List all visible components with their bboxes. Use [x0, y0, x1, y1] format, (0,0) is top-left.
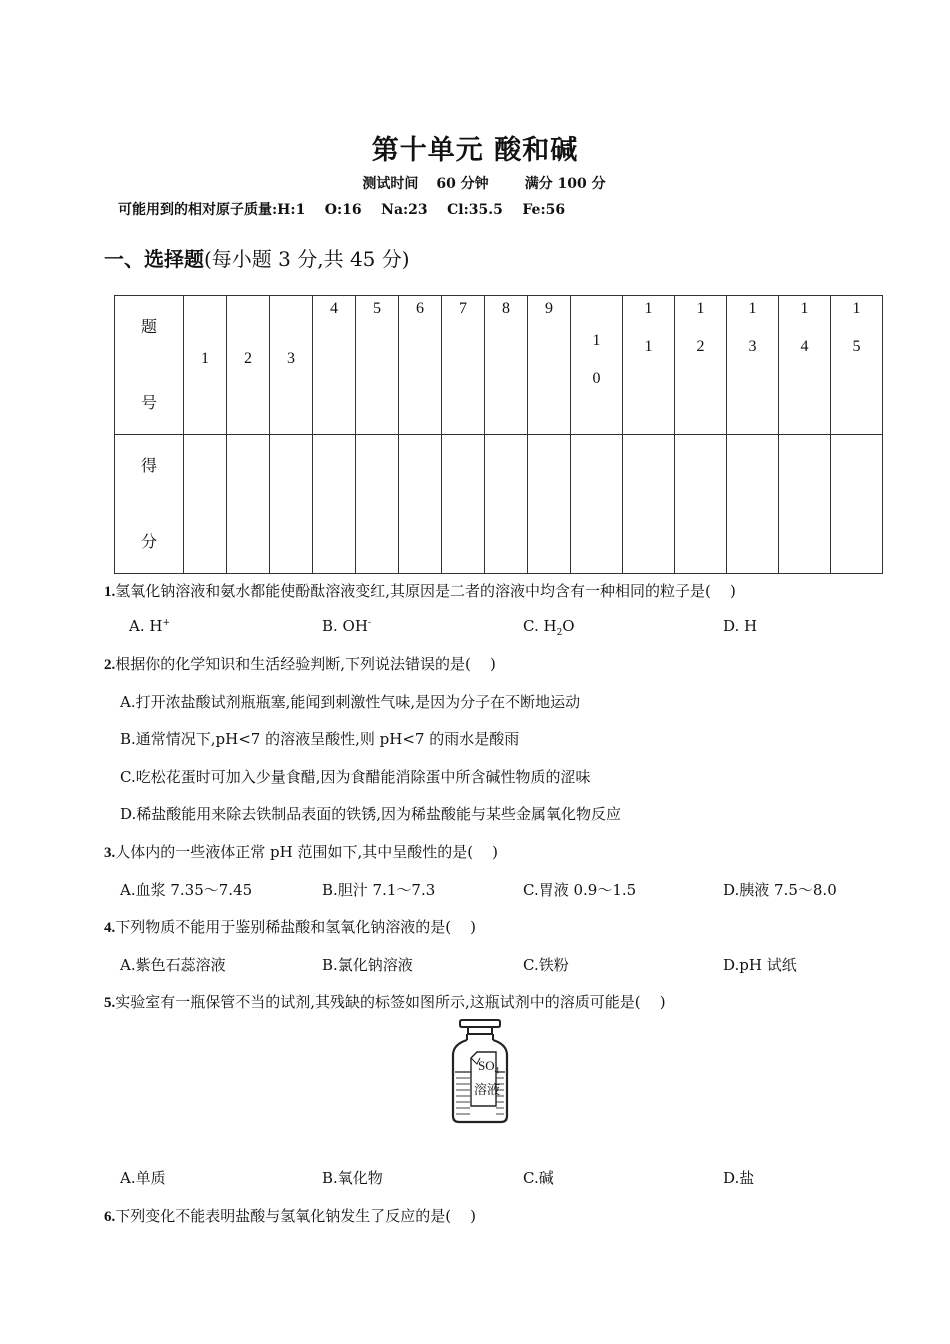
answer-cell[interactable]: [831, 435, 883, 574]
question-number-cell: 1 3: [727, 296, 779, 435]
answer-cell[interactable]: [184, 435, 227, 574]
answer-cell[interactable]: [727, 435, 779, 574]
answer-cell[interactable]: [675, 435, 727, 574]
question-number-cell: 5: [356, 296, 399, 435]
full-score: 满分 100 分: [524, 176, 606, 192]
question-number-cell: 9: [528, 296, 571, 435]
question-number-cell: 2: [227, 296, 270, 435]
question-number-cell: 4: [313, 296, 356, 435]
answer-cell[interactable]: [356, 435, 399, 574]
q1-option-c: C. $H_2O$: [523, 617, 575, 638]
q5-option-b: B.氧化物: [322, 1169, 383, 1187]
q3-option-a: A.血浆 7.35～7.45: [120, 881, 253, 899]
question-number-cell: 1 1: [623, 296, 675, 435]
question-number-cell: 6: [399, 296, 442, 435]
answer-cell[interactable]: [399, 435, 442, 574]
answer-cell[interactable]: [270, 435, 313, 574]
section-title-rest: (每小题 3 分,共 45 分): [204, 247, 410, 271]
question-1: 1.氢氧化钠溶液和氨水都能使酚酞溶液变红,其原因是二者的溶液中均含有一种相同的粒子是( ): [104, 582, 736, 600]
answer-table-number-row: [115, 296, 883, 435]
q5-option-a: A.单质: [120, 1169, 166, 1187]
row-header-score: [115, 435, 184, 574]
bottle-label-solution: 溶液: [474, 1083, 501, 1098]
bottle-label-formula: $SO_4$: [478, 1058, 500, 1076]
q2-option-b: B.通常情况下,pH<7 的溶液呈酸性,则 pH<7 的雨水是酸雨: [120, 730, 520, 748]
question-5: 5.实验室有一瓶保管不当的试剂,其残缺的标签如图所示,这瓶试剂中的溶质可能是( ): [104, 993, 666, 1011]
atomic-masses: 可能用到的相对原子质量:H:1 O:16 Na:23 Cl:35.5 Fe:56: [118, 202, 566, 218]
answer-table: [114, 295, 883, 574]
question-number-cell: 1 0: [571, 296, 623, 435]
q1-option-d: D. H: [723, 617, 758, 635]
q2-option-d: D.稀盐酸能用来除去铁制品表面的铁锈,因为稀盐酸能与某些金属氧化物反应: [120, 805, 622, 823]
row-header-char: 分: [140, 534, 157, 551]
question-6: 6.下列变化不能表明盐酸与氢氧化钠发生了反应的是( ): [104, 1207, 477, 1225]
q2-option-c: C.吃松花蛋时可加入少量食醋,因为食醋能消除蛋中所含碱性物质的涩味: [120, 768, 591, 786]
answer-cell[interactable]: [528, 435, 571, 574]
answer-cell[interactable]: [227, 435, 270, 574]
q4-option-a: A.紫色石蕊溶液: [120, 956, 226, 974]
test-info: [0, 173, 950, 193]
q1-option-b: B. OH-: [322, 617, 371, 635]
question-4: 4.下列物质不能用于鉴别稀盐酸和氢氧化钠溶液的是( ): [104, 918, 477, 936]
q5-option-c: C.碱: [523, 1169, 554, 1187]
question-number-cell: 7: [442, 296, 485, 435]
answer-cell[interactable]: [623, 435, 675, 574]
question-3: 3.人体内的一些液体正常 pH 范围如下,其中呈酸性的是( ): [104, 843, 499, 861]
q4-option-b: B.氯化钠溶液: [322, 956, 413, 974]
q1-option-a: A. H+: [129, 617, 170, 635]
answer-cell[interactable]: [779, 435, 831, 574]
q3-option-d: D.胰液 7.5～8.0: [723, 881, 837, 899]
question-number-cell: 1 4: [779, 296, 831, 435]
q3-option-b: B.胆汁 7.1～7.3: [322, 881, 436, 899]
row-header-char: 号: [140, 395, 157, 412]
question-number-cell: 1: [184, 296, 227, 435]
q4-option-d: D.pH 试纸: [723, 956, 797, 974]
q2-option-a: A.打开浓盐酸试剂瓶瓶塞,能闻到刺激性气味,是因为分子在不断地运动: [120, 693, 581, 711]
test-time-label: 测试时间: [362, 176, 419, 192]
row-header-char: 题: [140, 319, 157, 336]
section-heading: [104, 243, 410, 272]
answer-cell[interactable]: [313, 435, 356, 574]
row-header-char: 得: [140, 458, 157, 475]
q4-option-c: C.铁粉: [523, 956, 569, 974]
test-time-value: 60 分钟: [436, 176, 489, 192]
answer-cell[interactable]: [442, 435, 485, 574]
question-number-cell: 1 5: [831, 296, 883, 435]
question-number-cell: 3: [270, 296, 313, 435]
reagent-bottle-figure: [440, 1018, 520, 1126]
section-title-bold: 一、选择题: [104, 247, 204, 271]
q3-option-c: C.胃液 0.9～1.5: [523, 881, 637, 899]
question-number-cell: 1 2: [675, 296, 727, 435]
answer-cell[interactable]: [485, 435, 528, 574]
question-2: 2.根据你的化学知识和生活经验判断,下列说法错误的是( ): [104, 655, 496, 673]
page-title: 第十单元 酸和碱: [371, 135, 579, 166]
answer-table-score-row: [115, 435, 883, 574]
question-number-cell: 8: [485, 296, 528, 435]
row-header-number: [115, 296, 184, 435]
q5-option-d: D.盐: [723, 1169, 755, 1187]
answer-cell[interactable]: [571, 435, 623, 574]
